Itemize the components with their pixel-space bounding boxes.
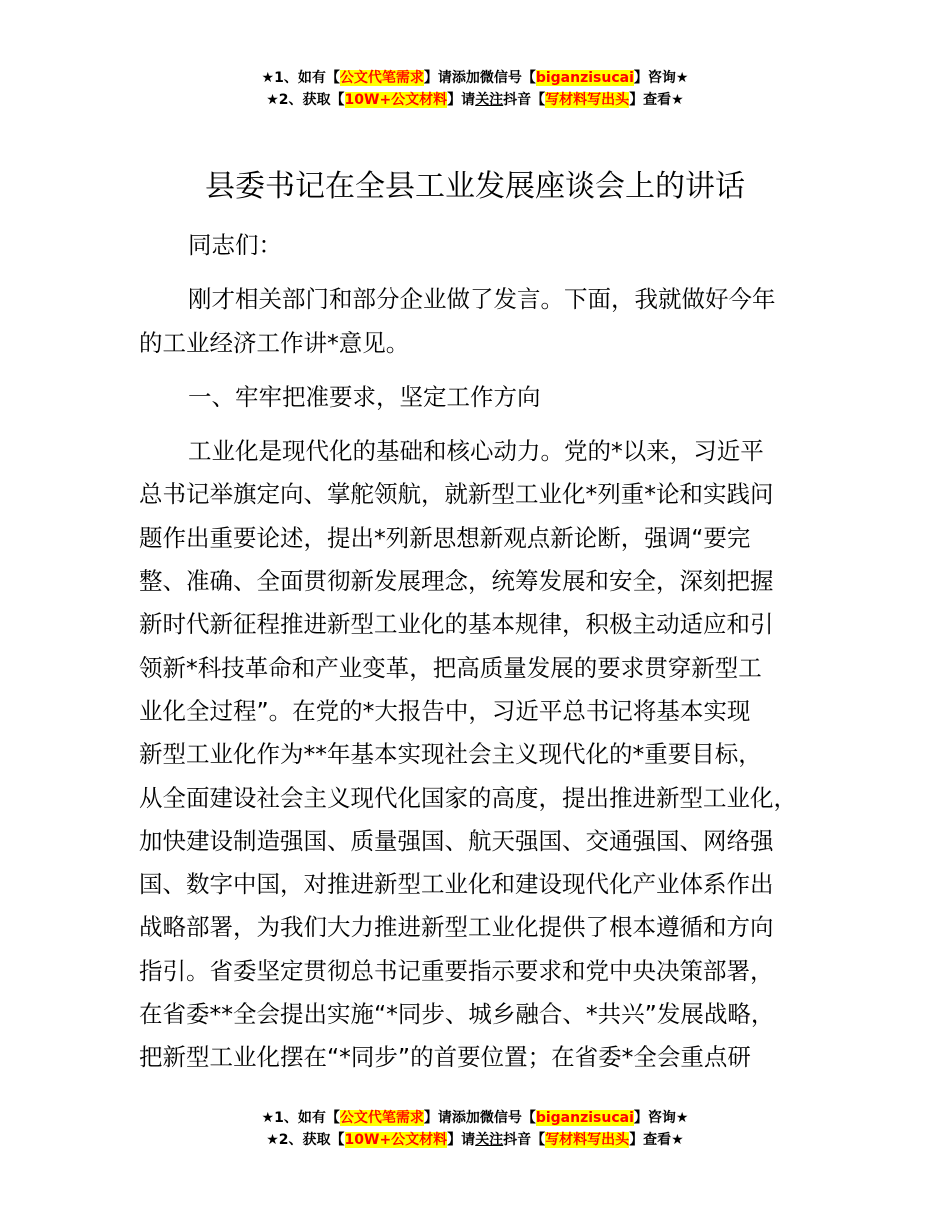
document-title: 县委书记在全县工业发展座谈会上的讲话 bbox=[205, 169, 745, 204]
paragraph-line: 指引。省委坚定贯彻总书记重要指示要求和党中央决策部署， bbox=[139, 956, 774, 985]
banner-highlight: 10W+公文材料 bbox=[344, 1132, 448, 1148]
banner-text: 抖音【 bbox=[503, 92, 546, 108]
paragraph-line: 的工业经济工作讲*意见。 bbox=[139, 328, 410, 357]
paragraph-line: 整、准确、全面贯彻新发展理念，统筹发展和安全，深刻把握 bbox=[139, 567, 774, 596]
paragraph-line: 国、数字中国，对推进新型工业化和建设现代化产业体系作出 bbox=[139, 870, 774, 899]
banner-text: 】咨询★ bbox=[633, 70, 689, 86]
salutation: 同志们： bbox=[188, 231, 282, 259]
paragraph-line: 题作出重要论述，提出*列新思想新观点新论断，强调“要完 bbox=[139, 523, 751, 552]
banner-highlight: 公文代笔需求 bbox=[339, 1110, 424, 1126]
section-heading: 一、牢牢把准要求，坚定工作方向 bbox=[188, 382, 541, 411]
banner-highlight: biganzisucai bbox=[535, 70, 634, 86]
paragraph-line: 加快建设制造强国、质量强国、航天强国、交通强国、网络强 bbox=[139, 826, 774, 855]
banner-text: 】请 bbox=[447, 92, 476, 108]
banner-highlight: 10W+公文材料 bbox=[344, 92, 448, 108]
banner-text: 】请添加微信号【 bbox=[423, 1110, 536, 1126]
banner-highlight: 写材料写出头 bbox=[545, 1132, 630, 1148]
paragraph-line: 战略部署，为我们大力推进新型工业化提供了根本遵循和方向 bbox=[139, 913, 774, 942]
banner-highlight: 公文代笔需求 bbox=[339, 70, 424, 86]
banner-text: 】查看★ bbox=[629, 1132, 684, 1148]
banner-text: ★1、如有【 bbox=[261, 70, 340, 86]
paragraph-line: 新时代新征程推进新型工业化的基本规律，积极主动适应和引 bbox=[139, 610, 774, 639]
paragraph-line: 在省委**全会提出实施“*同步、城乡融合、*共兴”发展战略， bbox=[139, 1000, 775, 1029]
banner-text: ★1、如有【 bbox=[261, 1110, 340, 1126]
banner-text: ★2、获取【 bbox=[266, 1132, 345, 1148]
footer-banner bbox=[0, 1107, 950, 1151]
banner-highlight: biganzisucai bbox=[535, 1110, 634, 1126]
header-banner bbox=[0, 67, 950, 111]
banner-underline: 关注 bbox=[475, 92, 504, 108]
paragraph-line: 从全面建设社会主义现代化国家的高度，提出推进新型工业化， bbox=[139, 783, 797, 812]
banner-text: 】请 bbox=[447, 1132, 476, 1148]
banner-text: 抖音【 bbox=[503, 1132, 546, 1148]
section-paragraph bbox=[139, 430, 839, 1079]
banner-line-1 bbox=[0, 1107, 950, 1129]
paragraph-line: 领新*科技革命和产业变革，把高质量发展的要求贯穿新型工 bbox=[139, 653, 762, 682]
banner-text: 】查看★ bbox=[629, 92, 684, 108]
banner-line-2 bbox=[0, 1129, 950, 1151]
paragraph-line: 刚才相关部门和部分企业做了发言。下面，我就做好今年 bbox=[188, 285, 776, 314]
intro-paragraph bbox=[139, 278, 839, 365]
banner-line-2 bbox=[0, 89, 950, 111]
document-body bbox=[139, 224, 839, 1080]
banner-text: 】请添加微信号【 bbox=[423, 70, 536, 86]
banner-underline: 关注 bbox=[475, 1132, 504, 1148]
paragraph-line: 工业化是现代化的基础和核心动力。党的*以来，习近平 bbox=[188, 437, 764, 466]
banner-highlight: 写材料写出头 bbox=[545, 92, 630, 108]
banner-line-1 bbox=[0, 67, 950, 89]
paragraph-line: 业化全过程”。在党的*大报告中，习近平总书记将基本实现 bbox=[139, 696, 751, 725]
paragraph-line: 总书记举旗定向、掌舵领航，就新型工业化*列重*论和实践问 bbox=[139, 480, 774, 509]
banner-text: ★2、获取【 bbox=[266, 92, 345, 108]
paragraph-line: 新型工业化作为**年基本实现社会主义现代化的*重要目标， bbox=[139, 740, 762, 769]
banner-text: 】咨询★ bbox=[633, 1110, 689, 1126]
paragraph-line: 把新型工业化摆在“*同步”的首要位置；在省委*全会重点研 bbox=[139, 1043, 751, 1072]
